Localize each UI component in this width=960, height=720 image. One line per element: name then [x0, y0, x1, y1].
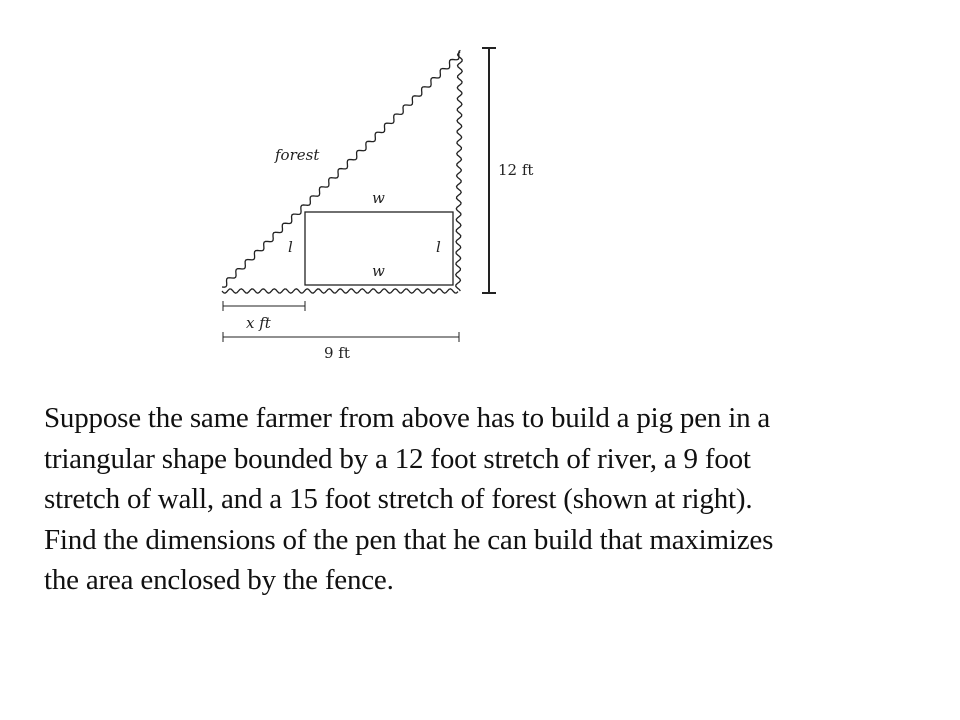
length-label-left: l: [288, 238, 293, 256]
forest-boundary: [222, 50, 460, 287]
height-label: 12 ft: [498, 161, 534, 179]
problem-line: Find the dimensions of the pen that he can build that maximizes: [44, 523, 774, 556]
height-dimension: [482, 48, 496, 293]
river-boundary: [456, 52, 462, 291]
base-dimension-label: 9 ft: [324, 344, 350, 362]
problem-line: triangular shape bounded by a 12 foot stretch of river, a 9 foot: [44, 442, 751, 475]
forest-label: forest: [275, 146, 320, 164]
base-dimension: [223, 332, 459, 342]
x-dimension-label: x ft: [246, 314, 271, 332]
problem-statement: [44, 398, 924, 601]
width-label-top: w: [372, 189, 385, 207]
problem-line: Suppose the same farmer from above has to build a pig pen in a: [44, 402, 771, 434]
problem-line: stretch of wall, and a 15 foot stretch of forest (shown at right).: [44, 483, 753, 515]
wall-boundary: [222, 289, 458, 293]
length-label-right: l: [436, 238, 441, 256]
x-dimension: [223, 301, 305, 311]
problem-line: the area enclosed by the fence.: [44, 564, 394, 596]
width-label-bottom: w: [372, 262, 385, 280]
